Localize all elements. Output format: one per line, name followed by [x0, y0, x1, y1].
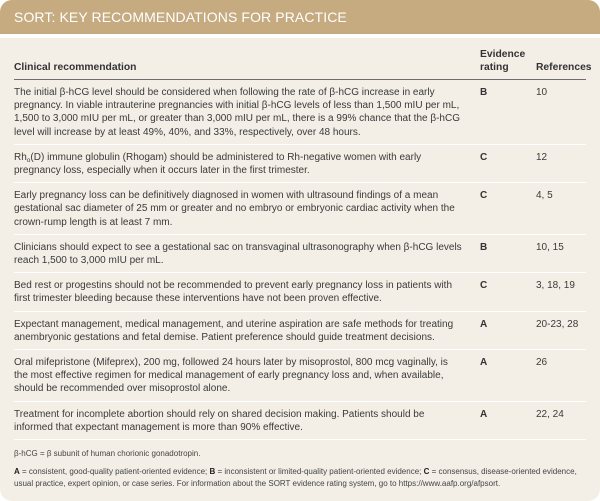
references: 26: [536, 357, 548, 369]
table-header: [14, 48, 592, 80]
evidence-rating: C: [480, 280, 488, 292]
evidence-rating: A: [480, 357, 488, 369]
table-row: [14, 273, 586, 311]
panel-header: [0, 0, 600, 34]
evidence-rating: A: [480, 318, 488, 330]
column-header-evidence-rating: [480, 48, 536, 74]
recommendation-text: Expectant management, medical management, and uterine aspiration are safe methods for treating anembryonic gestations and fetal demise. Patient preference should guide treatment decisions.: [14, 318, 454, 343]
legend-key-a: A: [14, 467, 20, 477]
evidence-rating: A: [480, 408, 488, 420]
recommendation-text: Bed rest or progestins should not be recommended to prevent early pregnancy loss in patients with first trimester bleeding because these interventions have not been proven effective.: [14, 280, 453, 305]
legend-text-a: = consistent, good-quality patient-oriented evidence;: [19, 467, 210, 477]
references: 22, 24: [536, 408, 564, 420]
legend-key-c: C: [423, 467, 430, 477]
legend-text-b: = inconsistent or limited-quality patient-oriented evidence;: [215, 467, 424, 477]
references: 12: [536, 151, 548, 163]
rh-prefix: Rh: [14, 151, 27, 163]
recommendation-text: Treatment for incomplete abortion should rely on shared decision making. Patients should be informed that expectant management is more than 90% effective.: [14, 408, 425, 433]
table-body: [14, 80, 586, 440]
evidence-rating: B: [480, 241, 488, 253]
column-header-references: References: [536, 62, 592, 73]
table-row: [14, 183, 586, 235]
recommendation-text: [14, 151, 480, 177]
table-row: [14, 235, 586, 273]
legend-text-c: = consensus, disease-oriented evidence, usual practice, expert opinion, or case series. For information about the SORT evidence rating system, go to https://www.aafp.org/afpsort.: [14, 467, 577, 488]
table-row: [14, 402, 586, 440]
abbreviation-footnote: β-hCG = β subunit of human chorionic gonadotropin.: [14, 449, 201, 459]
table-row: [14, 145, 586, 183]
panel-title: SORT: KEY RECOMMENDATIONS FOR PRACTICE: [14, 9, 347, 25]
references: 10, 15: [536, 241, 564, 253]
column-header-evidence-line2: rating: [480, 62, 509, 73]
recommendation-text-body: (D) immune globulin (Rhogam) should be administered to Rh-negative women with early pregnancy loss, especially when it occurs later in the first trimester.: [14, 151, 422, 177]
table-row: [14, 312, 586, 350]
references: 20-23, 28: [536, 318, 579, 330]
table-row: [14, 80, 586, 145]
rh-subscript: o: [26, 156, 31, 164]
column-header-evidence-line1: Evidence: [480, 49, 526, 60]
recommendation-text: Oral mifepristone (Mifeprex), 200 mg, followed 24 hours later by misoprostol, 800 mcg vaginally, is the most effective regimen for medical management of early pregnancy loss and, when available, should be recommended over misoprostol alone.: [14, 357, 448, 395]
legend-key-b: B: [209, 467, 216, 477]
evidence-rating: C: [480, 151, 488, 163]
recommendation-text: Clinicians should expect to see a gestational sac on transvaginal ultrasonography when β-hCG levels reach 1,500 to 3,000 mIU per mL.: [14, 241, 462, 267]
references: 10: [536, 87, 548, 98]
evidence-legend: [14, 466, 586, 489]
recommendation-text: The initial β-hCG level should be considered when following the rate of β-hCG increase in early pregnancy. In viable intrauterine pregnancies with initial β-hCG levels of less than 1,500 mIU per mL, 1,500 to 3,000 mIU per mL, or greater than 3,000 mIU per mL, there is a 99% chance that the β-hCG level will increase by at least 49%, 40%, and 33%, respectively, over 48 hours.: [14, 87, 460, 138]
evidence-rating: B: [480, 87, 488, 98]
references: 3, 18, 19: [536, 280, 575, 292]
table-row: [14, 350, 586, 402]
evidence-rating: C: [480, 190, 488, 202]
recommendation-text: Early pregnancy loss can be definitively diagnosed in women with ultrasound findings of a mean gestational sac diameter of 25 mm or greater and no embryo or embryonic cardiac activity when the crown-rump length is at least 7 mm.: [14, 190, 455, 228]
panel-body: [0, 38, 600, 501]
column-header-recommendation: Clinical recommendation: [14, 62, 137, 73]
references: 4, 5: [536, 190, 553, 202]
